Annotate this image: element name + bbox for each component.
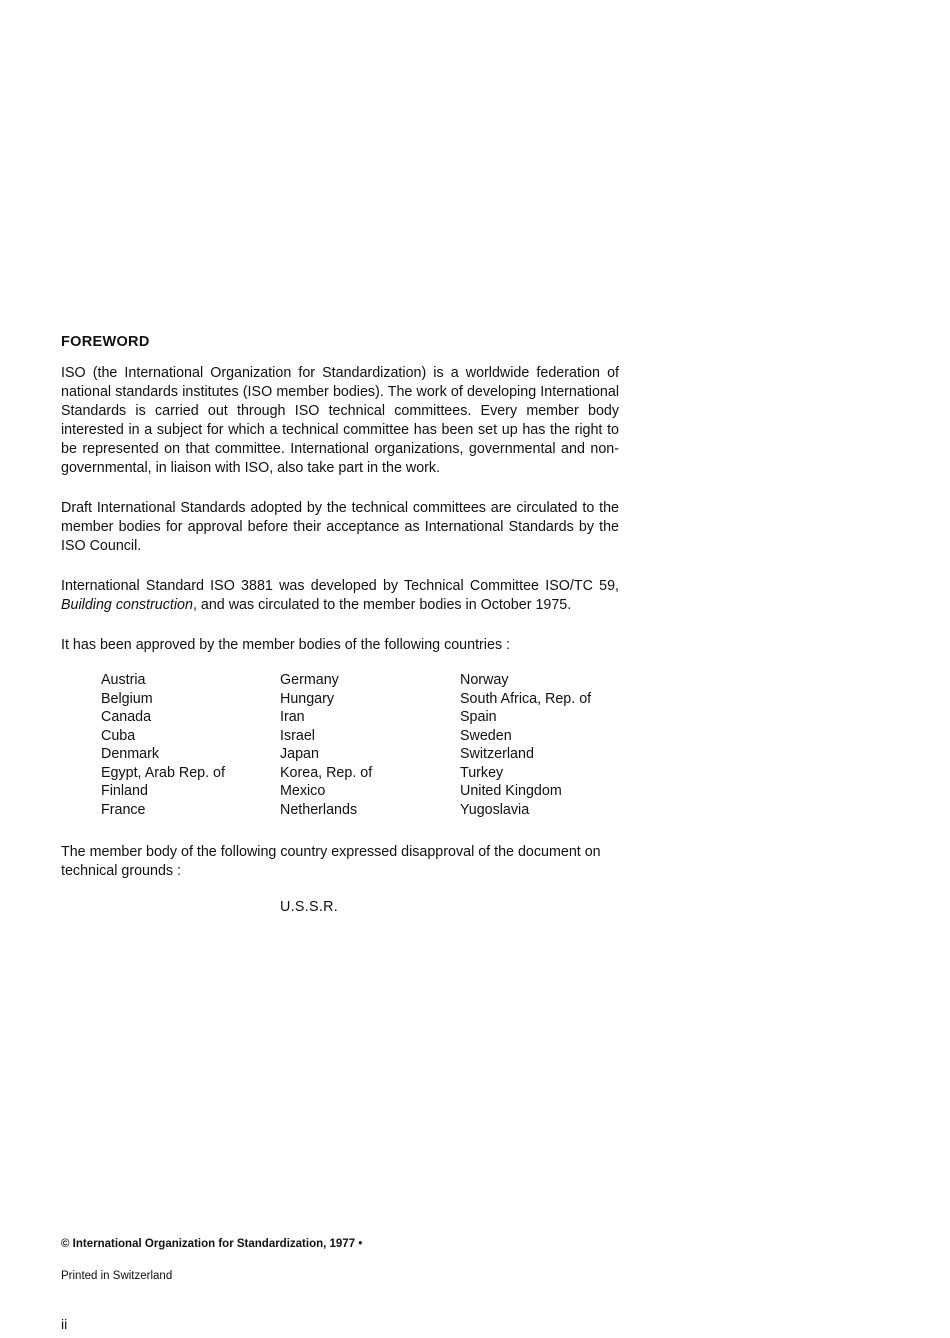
paragraph-iso-description: ISO (the International Organization for Standardization) is a worldwide federation of national standards institutes (ISO member bodies). The work of developing International Standards is carried out through ISO technical committees. Every member body interested in a subject for which a technical committee has been set up has the right to be represented on that committee. International organizations, governmental and non-governmental, in liaison with ISO, also take part in the work. (61, 365, 619, 476)
approving-countries-list (101, 671, 619, 821)
disapproving-country: U.S.S.R. (280, 899, 339, 915)
country-item: Belgium (101, 690, 153, 707)
page-number: ii (61, 1316, 68, 1332)
countries-column-3 (460, 671, 660, 819)
para3-text-after: , and was circulated to the member bodies in October 1975. (192, 597, 572, 613)
country-item: Spain (460, 709, 497, 725)
printed-in: Printed in Switzerland (61, 1270, 173, 1282)
country-item: Iran (280, 709, 305, 725)
country-item: Egypt, Arab Rep. of (101, 764, 225, 781)
country-item: South Africa, Rep. of (460, 690, 592, 707)
country-item: Mexico (280, 783, 326, 799)
paragraph-draft-standards: Draft International Standards adopted by the technical committees are circulated to the member bodies for approval before their acceptance as International Standards by the ISO Council. (61, 500, 619, 554)
paragraph-iso-3881 (61, 577, 619, 615)
country-item: Norway (460, 672, 509, 688)
country-item: Denmark (101, 746, 159, 762)
copyright-notice: © International Organization for Standardization, 1977 • (61, 1238, 363, 1250)
committee-title: Building construction (61, 597, 193, 613)
country-item: Germany (280, 672, 339, 688)
country-item: Austria (101, 672, 146, 688)
country-item: United Kingdom (460, 783, 562, 799)
country-item: Turkey (460, 764, 504, 781)
disapproval-intro: The member body of the following country expressed disapproval of the document on technical grounds : (61, 844, 601, 879)
country-item: Japan (280, 746, 319, 762)
country-item: Netherlands (280, 801, 358, 818)
country-item: Hungary (280, 690, 335, 707)
country-item: Canada (101, 709, 152, 725)
country-item: Cuba (101, 727, 136, 744)
country-item: Switzerland (460, 746, 534, 762)
countries-column-1 (101, 671, 276, 819)
foreword-heading: FOREWORD (61, 334, 150, 350)
approved-intro: It has been approved by the member bodies of the following countries : (61, 637, 511, 653)
country-item: Korea, Rep. of (280, 764, 373, 781)
country-item: France (101, 801, 146, 818)
para3-text-before: International Standard ISO 3881 was developed by Technical Committee ISO/TC 59, (61, 578, 619, 594)
country-item: Finland (101, 783, 148, 799)
countries-column-2 (280, 671, 455, 819)
foreword-section (61, 334, 619, 915)
country-item: Sweden (460, 727, 512, 744)
country-item: Yugoslavia (460, 801, 530, 818)
country-item: Israel (280, 727, 315, 744)
